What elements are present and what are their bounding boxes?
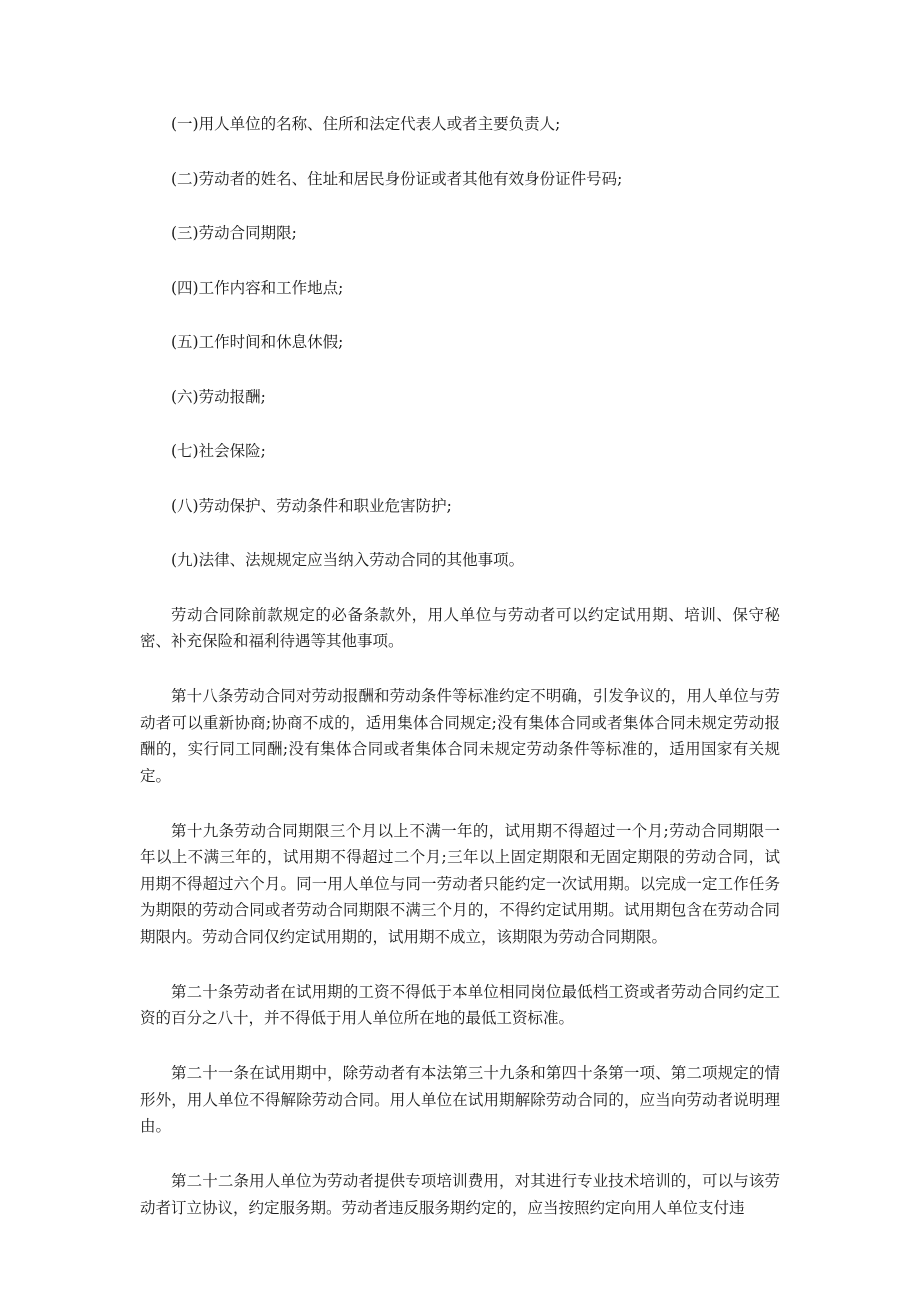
document-body: [140, 111, 780, 1250]
paragraph-optional-terms: 劳动合同除前款规定的必备条款外，用人单位与劳动者可以约定试用期、培训、保守秘密、补充保险和福利待遇等其他事项。: [140, 605, 780, 650]
list-item: (七)社会保险;: [171, 442, 266, 460]
list-item: (六)劳动报酬;: [171, 387, 266, 406]
paragraph-article-20: 第二十条劳动者在试用期的工资不得低于本单位相同岗位最低档工资或者劳动合同约定工资的百分之八十，并不得低于用人单位所在地的最低工资标准。: [140, 982, 780, 1027]
paragraph-article-19: 第十九条劳动合同期限三个月以上不满一年的，试用期不得超过一个月;劳动合同期限一年以上不满三年的，试用期不得超过二个月;三年以上固定期限和无固定期限的劳动合同，试用期不得超过六个月。同一用人单位与同一劳动者只能约定一次试用期。以完成一定工作任务为期限的劳动合同或者劳动合同期限不满三个月的，不得约定试用期。试用期包含在劳动合同期限内。劳动合同仅约定试用期的，试用期不成立，该期限为劳动合同期限。: [140, 821, 780, 946]
paragraph-article-18: 第十八条劳动合同对劳动报酬和劳动条件等标准约定不明确，引发争议的，用人单位与劳动者可以重新协商;协商不成的，适用集体合同规定;没有集体合同或者集体合同未规定劳动报酬的，实行同工同酬;没有集体合同或者集体合同未规定劳动条件等标准的，适用国家有关规定。: [140, 687, 780, 785]
paragraph-article-21: 第二十一条在试用期中，除劳动者有本法第三十九条和第四十条第一项、第二项规定的情形外，用人单位不得解除劳动合同。用人单位在试用期解除劳动合同的，应当向劳动者说明理由。: [140, 1064, 780, 1135]
list-item: (九)法律、法规规定应当纳入劳动合同的其他事项。: [171, 551, 525, 569]
list-item: (四)工作内容和工作地点;: [171, 278, 344, 297]
list-item: (五)工作时间和休息休假;: [171, 333, 344, 351]
list-item: (二)劳动者的姓名、住址和居民身份证或者其他有效身份证件号码;: [171, 169, 623, 188]
paragraph-article-22: 第二十二条用人单位为劳动者提供专项培训费用，对其进行专业技术培训的，可以与该劳动者订立协议，约定服务期。劳动者违反服务期约定的，应当按照约定向用人单位支付违: [140, 1172, 780, 1217]
list-item: (八)劳动保护、劳动条件和职业危害防护;: [171, 496, 452, 515]
list-item: (一)用人单位的名称、住所和法定代表人或者主要负责人;: [171, 115, 561, 133]
list-item: (三)劳动合同期限;: [171, 224, 297, 242]
